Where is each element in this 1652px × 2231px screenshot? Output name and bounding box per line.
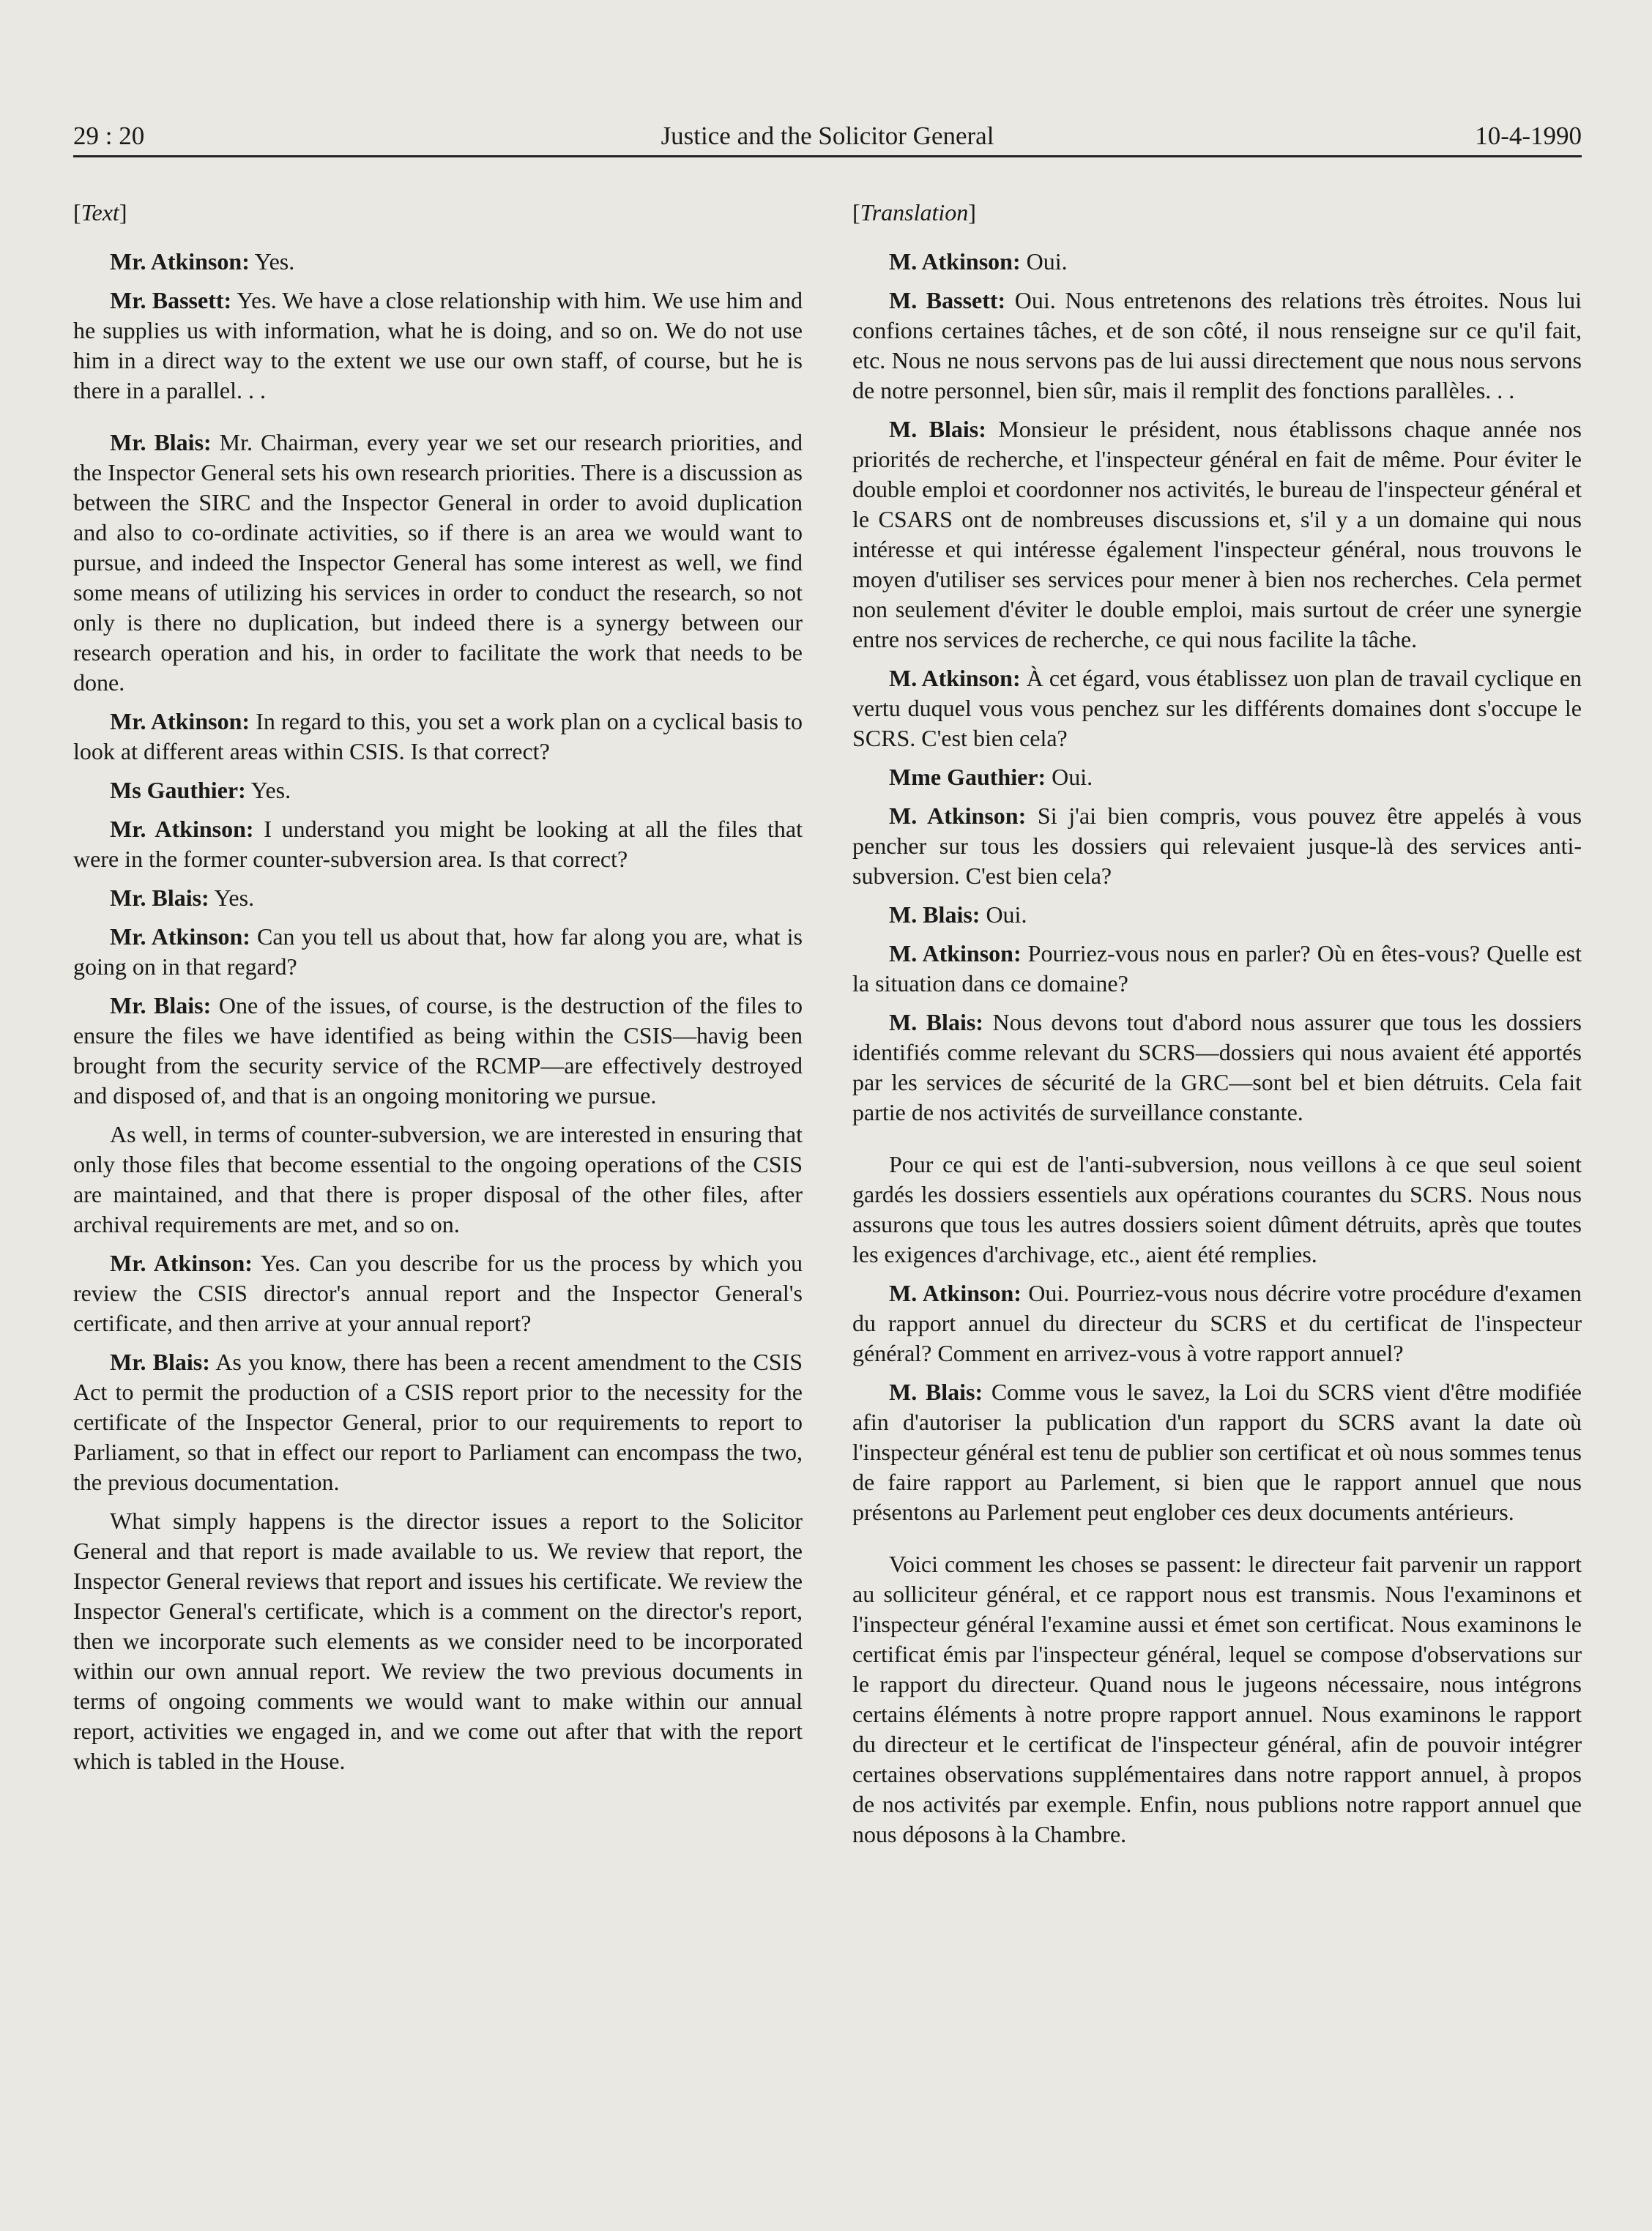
speaker-name: M. Blais:: [889, 901, 981, 928]
transcript-paragraph: [73, 1248, 803, 1338]
column-tag-label: Translation: [860, 199, 969, 226]
transcript-paragraph: [73, 1347, 803, 1497]
transcript-paragraph: [852, 1150, 1582, 1270]
speaker-name: Mr. Blais:: [110, 884, 209, 911]
speech-text: Yes. We have a close relationship with him. We use him and he supplies us with information, what he is doing, and so on. We do not use him in a direct way to the extent we use our own staff, of course, but he is there in a parallel. . .: [73, 287, 803, 403]
speech-text: I understand you might be looking at all the files that were in the former counter-subversion area. Is that correct?: [73, 816, 803, 872]
speech-text: Yes.: [249, 248, 295, 275]
speech-text: What simply happens is the director issues a report to the Solicitor General and that report is made available to us. We review that report, the Inspector General reviews that report and issues his certificate. We review the Inspector General's certificate, which is a comment on the director's report, then we incorporate such elements as we consider need to be incorporated within our own annual report. We review the two previous documents in terms of ongoing comments we would want to make within our annual report, activities we engaged in, and we come out after that with the report which is tabled in the House.: [73, 1508, 803, 1774]
transcript-paragraph: [73, 922, 803, 982]
speech-text: As you know, there has been a recent amendment to the CSIS Act to permit the production of a CSIS report prior to the necessity for the certificate of the Inspector General, prior to our requirements to report to Parliament, so that in effect our report to Parliament can encompass the two, the previous documentation.: [73, 1349, 803, 1495]
speech-text: Yes.: [245, 777, 291, 803]
transcript-paragraph: [73, 991, 803, 1111]
transcript-paragraph: [73, 1120, 803, 1240]
speech-text: Oui.: [980, 901, 1027, 928]
speaker-name: M. Bassett:: [889, 287, 1006, 313]
transcript-paragraph: [852, 247, 1582, 277]
speaker-name: Ms Gauthier:: [110, 777, 246, 803]
speech-text: One of the issues, of course, is the destruction of the files to ensure the files we have identified as being within the CSIS—havig been brought from the security service of the RCMP—are effectively destroyed and disposed of, and that is an ongoing monitoring we pursue.: [73, 992, 803, 1109]
speaker-name: M. Atkinson:: [889, 802, 1027, 829]
speaker-name: M. Atkinson:: [889, 1280, 1022, 1306]
speaker-name: Mr. Atkinson:: [110, 1250, 253, 1276]
speech-text: Yes. Can you describe for us the process by which you review the CSIS director's annual report and the Inspector General's certificate, and then arrive at your annual report?: [73, 1250, 803, 1336]
speaker-name: Mr. Blais:: [110, 992, 212, 1018]
speech-text: Oui.: [1046, 764, 1093, 790]
speech-text: À cet égard, vous établissez uon plan de travail cyclique en vertu duquel vous vous penchez sur les différents domaines dont s'occupe le SCRS. C'est bien cela?: [852, 665, 1582, 751]
transcript-paragraph: [852, 939, 1582, 999]
page: [73, 103, 1582, 2197]
transcript-paragraph: [852, 1008, 1582, 1128]
running-title: Justice and the Solicitor General: [661, 122, 994, 150]
transcript-paragraph: [73, 814, 803, 874]
two-column-body: [73, 198, 1582, 1858]
speech-text: As well, in terms of counter-subversion, we are interested in ensuring that only those files that become essential to the ongoing operations of the CSIS are maintained, and that there is proper disposal of the other files, after archival requirements are met, and so on.: [73, 1121, 803, 1237]
transcript-paragraph: [73, 247, 803, 277]
speaker-name: M. Blais:: [889, 1009, 983, 1035]
transcript-paragraph: [852, 762, 1582, 792]
speaker-name: M. Blais:: [889, 1379, 983, 1405]
speaker-name: Mr. Atkinson:: [110, 248, 250, 275]
page-number: 29 : 20: [73, 122, 145, 150]
speech-text: Monsieur le président, nous établissons chaque année nos priorités de recherche, et l'inspecteur général en fait de même. Pour éviter le double emploi et coordonner nos activités, le bureau de l'inspecteur général et le CSARS ont de nombreuses discussions et, s'il y a un domaine qui nous intéresse et qui intéresse également l'inspecteur général, nous trouvons le moyen d'utiliser ses services pour mener à bien nos recherches. Cela permet non seulement d'éviter le double emploi, mais surtout de créer une synergie entre nos services de recherche, ce qui nous facilite la tâche.: [852, 416, 1582, 652]
speech-text: Mr. Chairman, every year we set our research priorities, and the Inspector General sets his own research priorities. There is a discussion as between the SIRC and the Inspector General in order to avoid duplication and also to co-ordinate activities, so if there is an area we would want to pursue, and indeed the Inspector General has some interest as well, we find some means of utilizing his services in order to conduct the research, so not only is there no duplication, but indeed there is a synergy between our research operation and his, in order to facilitate the work that needs to be done.: [73, 429, 803, 696]
transcript-paragraph: [73, 707, 803, 767]
transcript-paragraph: [852, 286, 1582, 406]
transcript-paragraph: [852, 414, 1582, 655]
speech-text: Oui. Nous entretenons des relations très étroites. Nous lui confions certaines tâches, et de son côté, il nous renseigne sur ce qu'il fait, etc. Nous ne nous servons pas de lui aussi directement que nous nous servons de notre personnel, bien sûr, mais il remplit des fonctions parallèles. . .: [852, 287, 1582, 403]
transcript-paragraph: [852, 663, 1582, 753]
speech-text: Can you tell us about that, how far along you are, what is going on in that regard?: [73, 923, 803, 980]
speech-text: Pourriez-vous nous en parler? Où en êtes-vous? Quelle est la situation dans ce domaine?: [852, 940, 1582, 997]
speech-text: Si j'ai bien compris, vous pouvez être appelés à vous pencher sur tous les dossiers qui relevaient jusque-là des services anti-subversion. C'est bien cela?: [852, 802, 1582, 889]
speech-text: Oui. Pourriez-vous nous décrire votre procédure d'examen du rapport annuel du directeur du SCRS et du certificat de l'inspecteur général? Comment en arrivez-vous à votre rapport annuel?: [852, 1280, 1582, 1366]
speaker-name: Mr. Atkinson:: [110, 923, 250, 950]
speaker-name: M. Blais:: [889, 416, 986, 442]
speaker-name: Mr. Blais:: [110, 1349, 210, 1375]
speaker-name: M. Atkinson:: [889, 940, 1022, 966]
speech-text: Pour ce qui est de l'anti-subversion, nous veillons à ce que seul soient gardés les dossiers essentiels aux opérations courantes du SCRS. Nous nous assurons que tous les autres dossiers soient dûment détruits, après que toutes les exigences d'archivage, etc., aient été remplies.: [852, 1151, 1582, 1267]
speech-text: Voici comment les choses se passent: le directeur fait parvenir un rapport au solliciteur général, et ce rapport nous est transmis. Nous l'examinons et l'inspecteur général l'examine aussi et émet son certificat. Nous examinons le certificat émis par l'inspecteur général, lequel se compose d'observations sur le rapport du directeur. Quand nous le jugeons nécessaire, nous intégrons certains éléments à notre propre rapport annuel. Nous examinons le rapport du directeur et le certificat de l'inspecteur général, afin de pouvoir intégrer certaines observations supplémentaires dans notre rapport annuel, à propos de nos activités par exemple. Enfin, nous publions notre rapport annuel que nous déposons à la Chambre.: [852, 1551, 1582, 1847]
speech-text: Nous devons tout d'abord nous assurer que tous les dossiers identifiés comme relevant du SCRS—dossiers qui nous avaient été apportés par les services de sécurité de la GRC—sont bel et bien détruits. Cela fait partie de nos activités de surveillance constante.: [852, 1009, 1582, 1125]
speaker-name: M. Atkinson:: [889, 665, 1021, 691]
speaker-name: Mr. Atkinson:: [110, 708, 250, 734]
speaker-name: Mr. Bassett:: [110, 287, 232, 313]
speaker-name: M. Atkinson:: [889, 248, 1021, 275]
speech-text: In regard to this, you set a work plan on a cyclical basis to look at different areas within CSIS. Is that correct?: [73, 708, 803, 764]
transcript-paragraph: [852, 1549, 1582, 1850]
transcript-paragraph: [852, 1377, 1582, 1527]
transcript-paragraph: [73, 883, 803, 913]
page-header: [73, 103, 1582, 157]
transcript-paragraph: [852, 900, 1582, 930]
speaker-name: Mr. Atkinson:: [110, 816, 254, 842]
column-tag: [Text]: [73, 199, 127, 226]
speaker-name: Mr. Blais:: [110, 429, 212, 455]
speech-text: Oui.: [1020, 248, 1068, 275]
page-date: 10-4-1990: [1475, 122, 1582, 150]
transcript-paragraph: [852, 1278, 1582, 1368]
speech-text: Comme vous le savez, la Loi du SCRS vient d'être modifiée afin d'autoriser la publication d'un rapport du SCRS avant la date où l'inspecteur général est tenu de publier son certificat et où nous sommes tenus de faire rapport au Parlement, si bien que le rapport annuel que nous présentons au Parlement peut englober ces deux documents antérieurs.: [852, 1379, 1582, 1525]
speech-text: Yes.: [209, 884, 255, 911]
column-tag-label: Text: [81, 199, 119, 226]
transcript-paragraph: [852, 801, 1582, 891]
french-column: [852, 198, 1582, 1858]
transcript-paragraph: [73, 428, 803, 698]
english-column: [73, 198, 803, 1858]
speaker-name: Mme Gauthier:: [889, 764, 1046, 790]
transcript-paragraph: [73, 1506, 803, 1776]
transcript-paragraph: [73, 286, 803, 406]
column-tag: [Translation]: [852, 199, 976, 226]
transcript-paragraph: [73, 775, 803, 805]
